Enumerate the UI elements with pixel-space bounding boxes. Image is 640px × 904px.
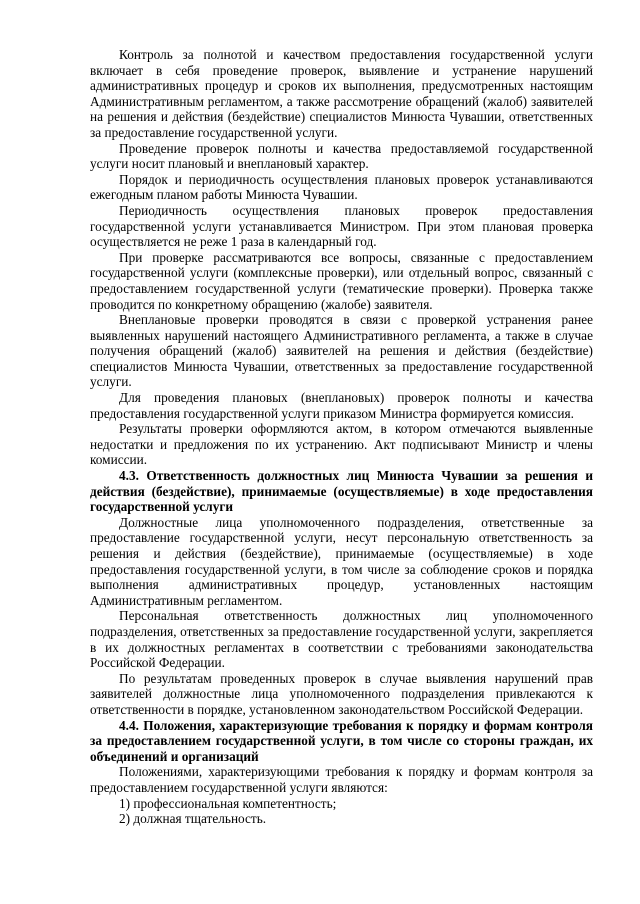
paragraph: Персональная ответственность должностных лиц уполномоченного подразделения, ответственных за предоставление государственной услуги, закрепляется в их должностных регламентах в соответствии с требованиями законодательства Российской Федерации.: [90, 608, 593, 671]
paragraph: При проверке рассматриваются все вопросы, связанные с предоставлением государственной услуги (комплексные проверки), или отдельный вопрос, связанный с предоставлением государственной услуги (тематические проверки). Проверка также проводится по конкретному обращению (жалобе) заявителя.: [90, 249, 593, 312]
paragraph: Результаты проверки оформляются актом, в котором отмечаются выявленные недостатки и предложения по их устранению. Акт подписывают Министр и члены комиссии.: [90, 421, 593, 468]
paragraph: Проведение проверок полноты и качества предоставляемой государственной услуги носит плановый и внеплановый характер.: [90, 140, 593, 172]
paragraph: Порядок и периодичность осуществления плановых проверок устанавливаются ежегодным планом работы Минюста Чувашии.: [90, 171, 593, 203]
section-4-3-heading: 4.3. Ответственность должностных лиц Минюста Чувашии за решения и действия (бездействие), принимаемые (осуществляемые) в ходе предоставления государственной услуги: [90, 468, 593, 515]
paragraph: По результатам проведенных проверок в случае выявления нарушений прав заявителей должностные лица уполномоченного подразделения привлекаются к ответственности в порядке, установленном законодательством Российской Федерации.: [90, 670, 593, 717]
paragraph: Для проведения плановых (внеплановых) проверок полноты и качества предоставления государственной услуги приказом Министра формируется комиссия.: [90, 390, 593, 421]
section-4-4-heading: 4.4. Положения, характеризующие требования к порядку и формам контроля за предоставлением государственной услуги, в том числе со стороны граждан, их объединений и организаций: [90, 717, 593, 764]
paragraph: Должностные лица уполномоченного подразделения, ответственные за предоставление государственной услуги, несут персональную ответственность за решения и действия (бездействие), принимаемые (осуществляемые) в ходе предоставления государственной услуги, в том числе за соблюдение сроков и порядка выполнения административных процедур, установленных настоящим Административным регламентом.: [90, 514, 593, 608]
paragraph: Контроль за полнотой и качеством предоставления государственной услуги включает в себя проведение проверок, выявление и устранение нарушений административных процедур и сроков их выполнения, предусмотренных настоящим Административным регламентом, а также рассмотрение обращений (жалоб) заявителей на решения и действия (бездействие) специалистов Минюста Чувашии, ответственных за предоставление государственной услуги.: [90, 47, 593, 140]
paragraph: Положениями, характеризующими требования к порядку и формам контроля за предоставлением государственной услуги являются:: [90, 764, 593, 795]
list-item: 2) должная тщательность.: [119, 811, 267, 827]
list-item: 1) профессиональная компетентность;: [119, 795, 337, 811]
paragraph: Периодичность осуществления плановых проверок предоставления государственной услуги устанавливается Министром. При этом плановая проверка осуществляется не реже 1 раза в календарный год.: [90, 202, 593, 250]
paragraph: Внеплановые проверки проводятся в связи с проверкой устранения ранее выявленных нарушений настоящего Административного регламента, а также в случае получения обращений (жалоб) заявителей на решения и действия (бездействие) специалистов Минюста Чувашии, ответственных за предоставление государственной услуги.: [90, 312, 593, 390]
